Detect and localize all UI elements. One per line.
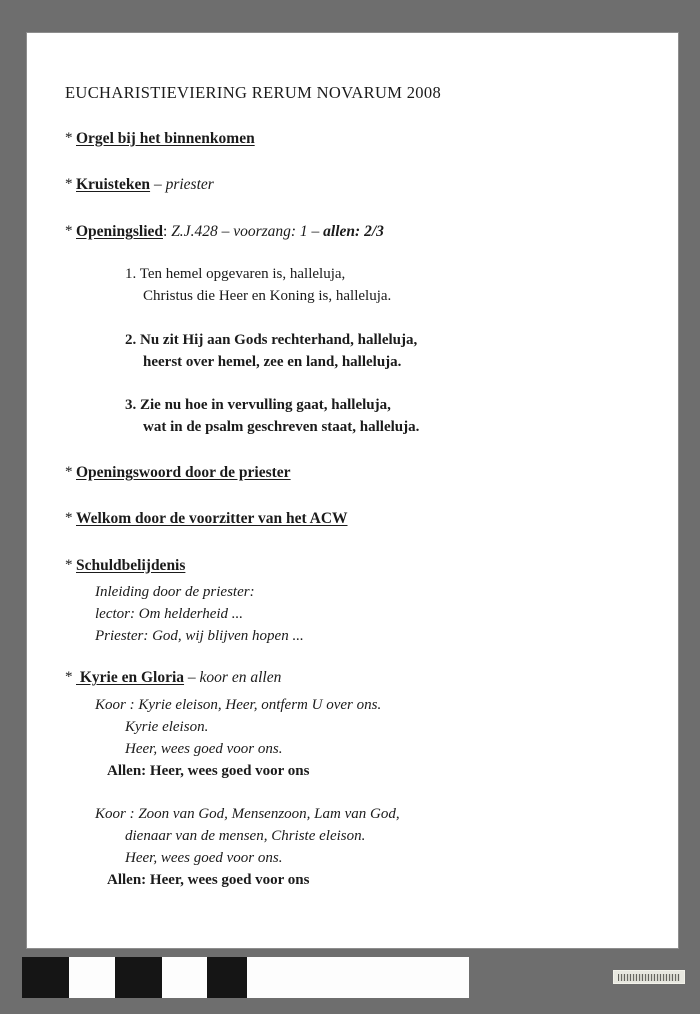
agenda-item-openingslied	[65, 222, 652, 242]
page-title: EUCHARISTIEVIERING RERUM NOVARUM 2008	[65, 83, 442, 102]
calibration-block-white	[162, 957, 207, 998]
bullet-star-icon: *	[65, 463, 73, 480]
hymn-verse-text: Zie nu hoe in vervulling gaat, halleluja,	[140, 397, 391, 414]
agenda-item-openingswoord-label: Openingswoord door de priester	[76, 463, 291, 481]
agenda-item-schuldbelijdenis-label: Schuldbelijdenis	[76, 556, 186, 574]
kyrie-koor-line: Heer, wees goed voor ons.	[125, 850, 283, 867]
hymn-verse-line	[125, 264, 652, 286]
spacer	[65, 535, 652, 556]
calibration-block-white	[69, 957, 115, 998]
hymn-verse-line	[125, 330, 652, 352]
barcode-bars-icon	[618, 974, 680, 981]
spacer	[65, 488, 652, 509]
schuldbelijdenis-lines	[65, 581, 652, 647]
openingslied-colon: :	[163, 222, 172, 240]
openingslied-allen-reference: allen: 2/3	[323, 222, 384, 240]
kyrie-koor-line: Koor : Kyrie eleison, Heer, ontferm U over ons.	[95, 696, 382, 713]
agenda-item-kruisteken-suffix: – priester	[150, 176, 214, 194]
kyrie-group-two	[65, 803, 652, 891]
agenda-item-kruisteken	[65, 175, 652, 195]
calibration-block-black	[207, 957, 247, 998]
hymn-verse-number: 1.	[125, 266, 137, 283]
hymn-verse-number: 3.	[125, 397, 137, 414]
agenda-item-kyrie-gloria-label: Kyrie en Gloria	[76, 669, 185, 687]
spacer	[65, 154, 652, 175]
kyrie-koor-line: dienaar van de mensen, Christe eleison.	[125, 828, 366, 845]
calibration-block-black	[22, 957, 69, 998]
kyrie-allen-response: Allen: Heer, wees goed voor ons	[107, 762, 310, 779]
openingslied-reference: Z.J.428 – voorzang: 1 –	[171, 222, 324, 240]
kyrie-koor-line: Kyrie eleison.	[125, 718, 209, 735]
hymn-verse-text: Nu zit Hij aan Gods rechterhand, halleluja,	[140, 331, 418, 348]
scanner-calibration-strip	[0, 957, 700, 998]
spacer	[65, 647, 652, 668]
schuldbelijdenis-line: lector: Om helderheid ...	[95, 606, 244, 623]
document-body	[65, 83, 652, 891]
calibration-block-black	[115, 957, 162, 998]
hymn-verse-number: 2.	[125, 331, 137, 348]
hymn-verse-line: Christus die Heer en Koning is, halleluja.	[143, 288, 392, 305]
bullet-star-icon: *	[65, 176, 73, 193]
kyrie-koor-line: Koor : Zoon van God, Mensenzoon, Lam van God,	[95, 806, 400, 822]
agenda-item-welkom	[65, 509, 652, 529]
hymn-verse	[65, 330, 652, 374]
calibration-white-bar	[247, 957, 469, 998]
hymn-verse	[65, 264, 652, 308]
agenda-item-kyrie-gloria-suffix: – koor en allen	[184, 669, 282, 687]
kyrie-koor-line: Heer, wees goed voor ons.	[125, 740, 283, 757]
kyrie-allen-response: Allen: Heer, wees goed voor ons	[107, 872, 310, 889]
agenda-item-kruisteken-label: Kruisteken	[76, 176, 151, 194]
bullet-star-icon: *	[65, 669, 73, 686]
hymn-verse	[65, 395, 652, 439]
agenda-item-orgel-label: Orgel bij het binnenkomen	[76, 130, 255, 147]
agenda-item-openingslied-label: Openingslied	[76, 222, 163, 240]
hymn-verse-text: Ten hemel opgevaren is, halleluja,	[139, 266, 346, 283]
agenda-item-kyrie-gloria	[65, 668, 652, 688]
bullet-star-icon: *	[65, 130, 73, 146]
agenda-item-schuldbelijdenis	[65, 556, 652, 576]
hymn-verses	[65, 264, 652, 439]
scanner-barcode-label	[613, 970, 685, 984]
schuldbelijdenis-line: Priester: God, wij blijven hopen ...	[95, 628, 304, 645]
schuldbelijdenis-line: Inleiding door de priester:	[95, 584, 255, 601]
agenda-item-welkom-label: Welkom door de voorzitter van het ACW	[76, 510, 348, 528]
hymn-verse-line: wat in de psalm geschreven staat, halleluja.	[143, 419, 420, 436]
bullet-star-icon: *	[65, 556, 73, 573]
agenda-item-openingswoord	[65, 463, 652, 483]
kyrie-group-one	[65, 694, 652, 782]
hymn-verse-line: heerst over hemel, zee en land, halleluja.	[143, 353, 402, 370]
hymn-verse-line	[125, 395, 652, 417]
bullet-star-icon: *	[65, 510, 73, 527]
spacer	[65, 782, 652, 801]
bullet-star-icon: *	[65, 222, 73, 239]
scanned-page	[27, 33, 678, 948]
agenda-item-orgel	[65, 129, 652, 149]
spacer	[65, 201, 652, 222]
